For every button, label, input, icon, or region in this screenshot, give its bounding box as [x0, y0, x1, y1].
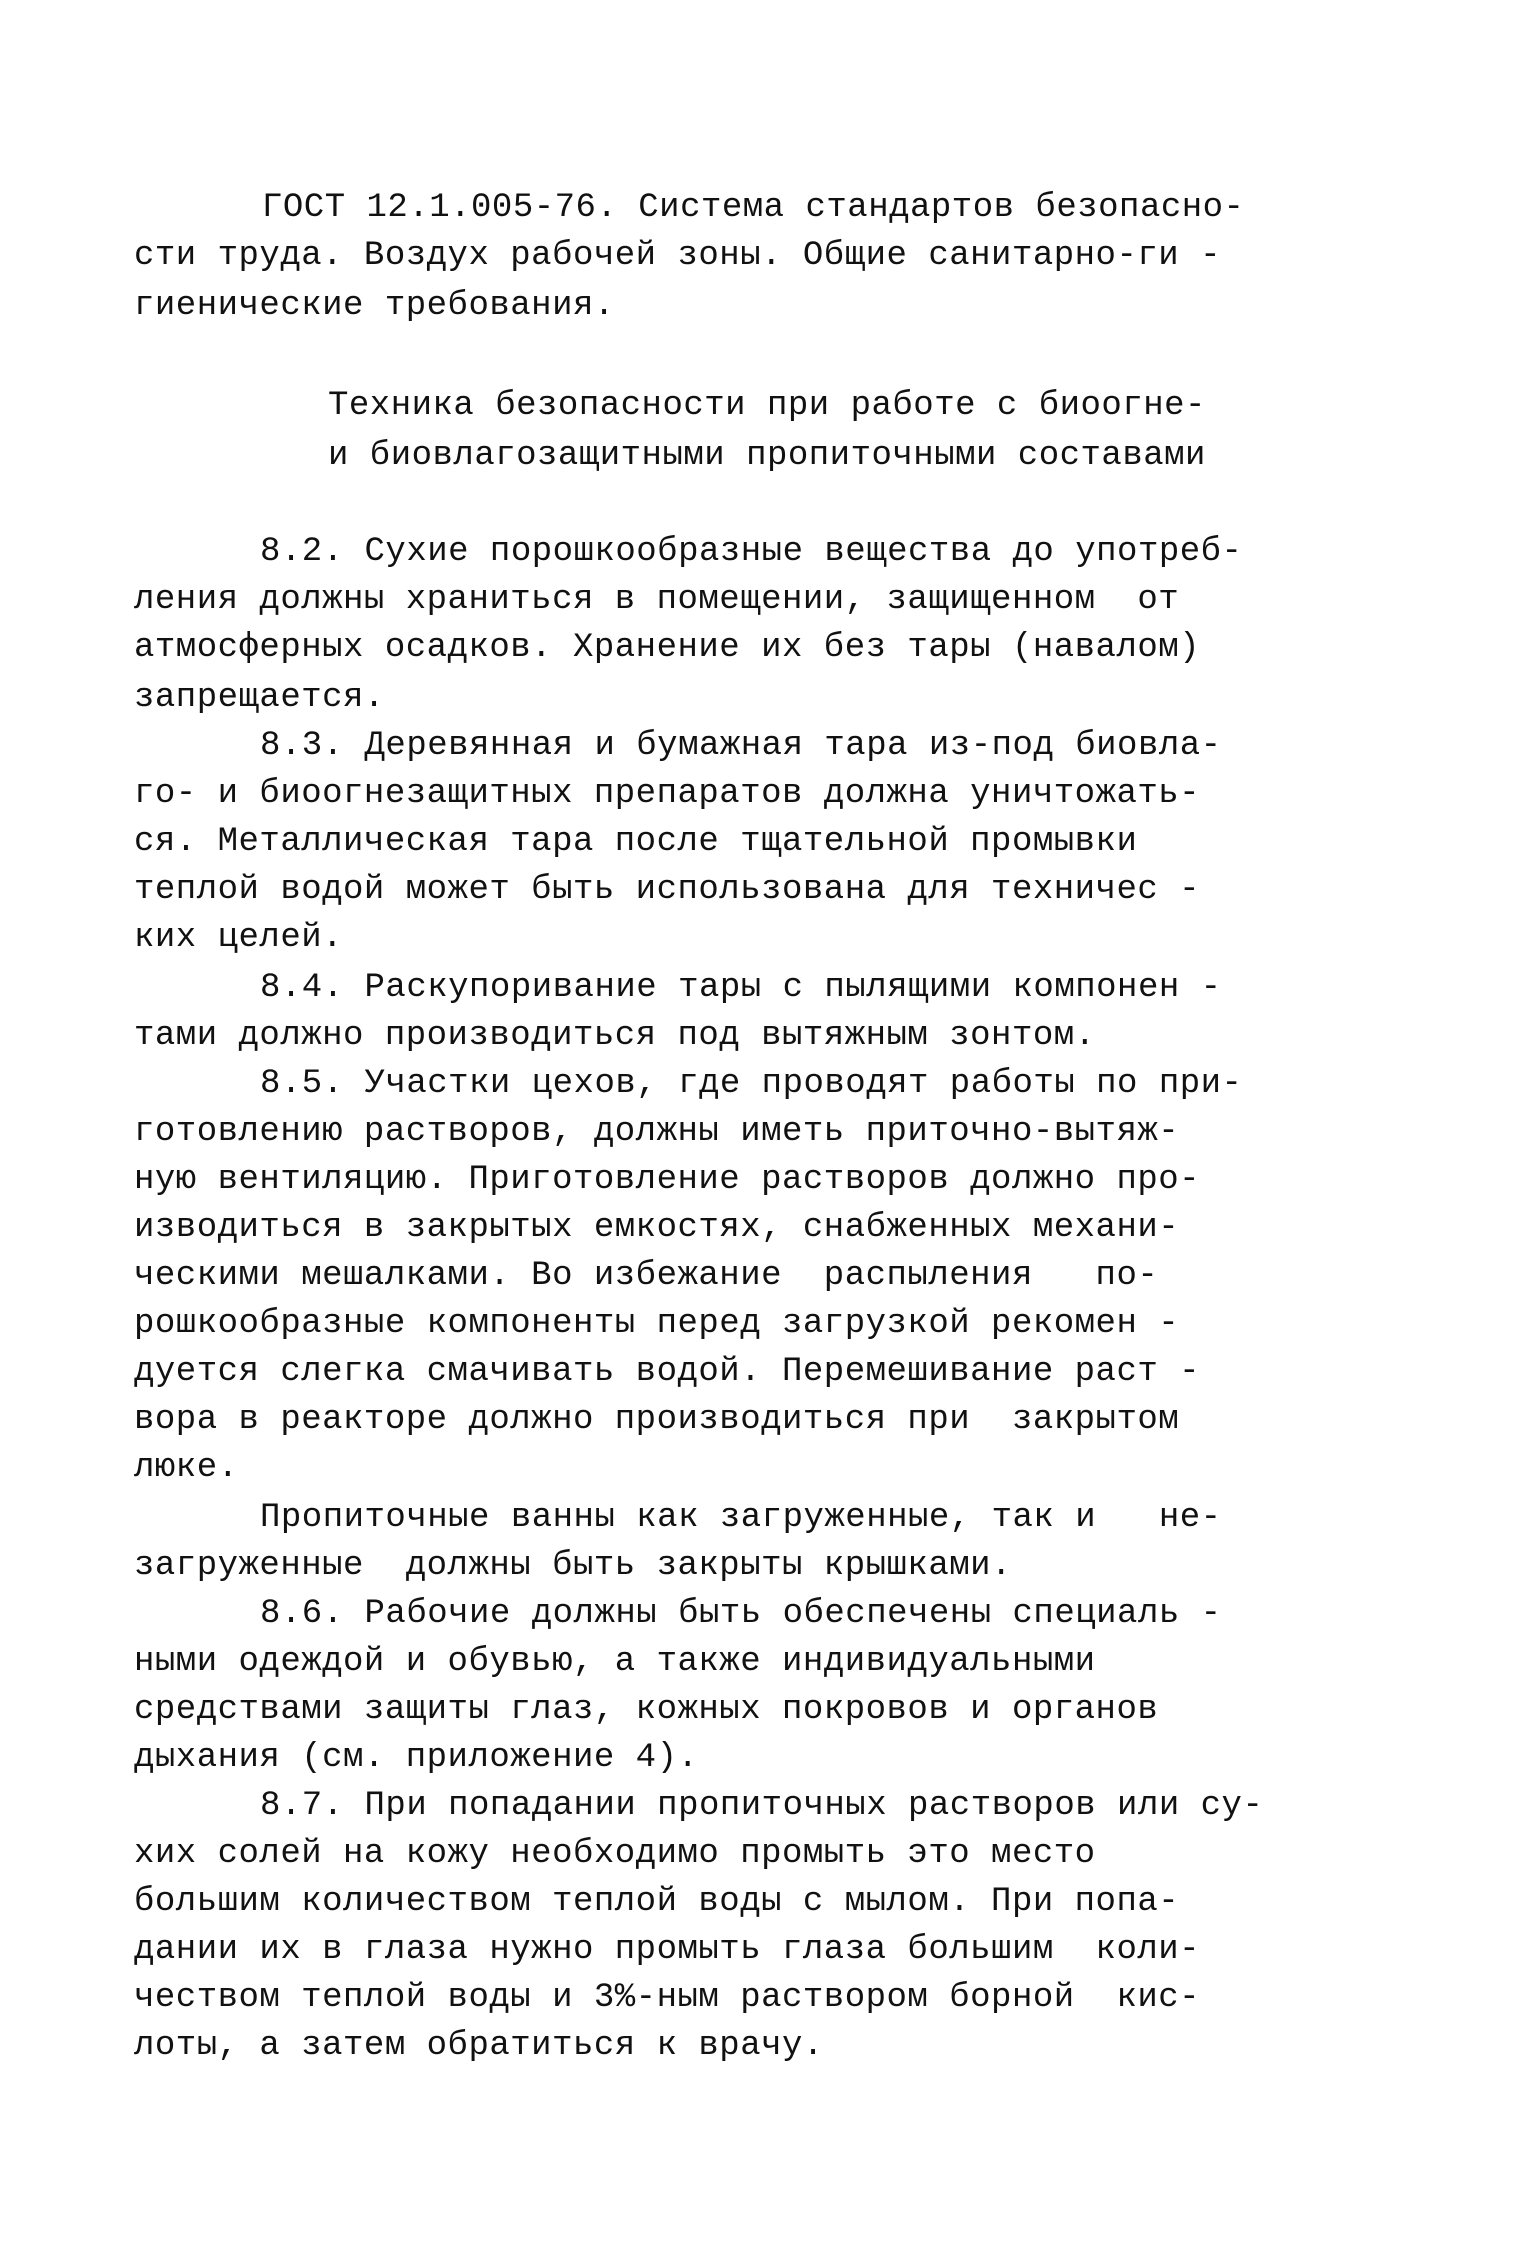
text-line: дыхания (см. приложение 4). [134, 1739, 699, 1777]
text-line: 8.3. Деревянная и бумажная тара из-под биовла- [260, 727, 1222, 765]
text-line: лоты, а затем обратиться к врачу. [134, 2027, 824, 2065]
text-line: ся. Металлическая тара после тщательной промывки [134, 823, 1138, 861]
text-line: 8.5. Участки цехов, где проводят работы по при- [260, 1065, 1243, 1103]
text-line: 8.7. При попадании пропиточных растворов или су- [260, 1787, 1264, 1825]
text-line: вора в реакторе должно производиться при закрытом [134, 1401, 1180, 1439]
text-line: средствами защиты глаз, кожных покровов и органов [134, 1691, 1159, 1729]
text-line: гиенические требования. [134, 287, 615, 325]
text-line: 8.2. Сухие порошкообразные вещества до употреб- [260, 533, 1243, 571]
text-line: чеством теплой воды и 3%-ным раствором борной кис- [134, 1979, 1201, 2017]
text-line: ную вентиляцию. Приготовление растворов должно про- [134, 1161, 1201, 1199]
text-line: ными одеждой и обувью, а также индивидуальными [134, 1643, 1096, 1681]
section-heading: и биовлагозащитными пропиточными составами [328, 437, 1206, 475]
text-line: изводиться в закрытых емкостях, снабженных механи- [134, 1209, 1180, 1247]
text-line: ческими мешалками. Во избежание распыления по- [134, 1257, 1159, 1295]
text-line: сти труда. Воздух рабочей зоны. Общие санитарно-ги - [134, 237, 1221, 275]
text-line: 8.6. Рабочие должны быть обеспечены специаль - [260, 1595, 1222, 1633]
text-line: тами должно производиться под вытяжным зонтом. [134, 1017, 1096, 1055]
text-line: хих солей на кожу необходимо промыть это место [134, 1835, 1096, 1873]
text-line: загруженные должны быть закрыты крышками. [134, 1547, 1012, 1585]
text-line: дании их в глаза нужно промыть глаза большим коли- [134, 1931, 1201, 1969]
text-line: атмосферных осадков. Хранение их без тары (навалом) [134, 629, 1201, 667]
text-line: теплой водой может быть использована для техничес - [134, 871, 1201, 909]
text-line: го- и биоогнезащитных препаратов должна уничтожать- [134, 775, 1201, 813]
text-line: большим количеством теплой воды с мылом. При попа- [134, 1883, 1180, 1921]
text-line: ГОСТ 12.1.005-76. Система стандартов безопасно- [262, 189, 1245, 227]
text-line: готовлению растворов, должны иметь приточно-вытяж- [134, 1113, 1180, 1151]
text-line: рошкообразные компоненты перед загрузкой рекомен - [134, 1305, 1180, 1343]
text-line: запрещается. [134, 679, 385, 717]
text-line: дуется слегка смачивать водой. Перемешивание раст - [134, 1353, 1201, 1391]
text-line: Пропиточные ванны как загруженные, так и не- [260, 1499, 1222, 1537]
text-line: ких целей. [134, 919, 344, 957]
text-line: люке. [134, 1449, 239, 1487]
section-heading: Техника безопасности при работе с биоогне- [328, 387, 1206, 425]
text-line: 8.4. Раскупоривание тары с пылящими компонен - [260, 969, 1222, 1007]
text-line: ления должны храниться в помещении, защищенном от [134, 581, 1180, 619]
